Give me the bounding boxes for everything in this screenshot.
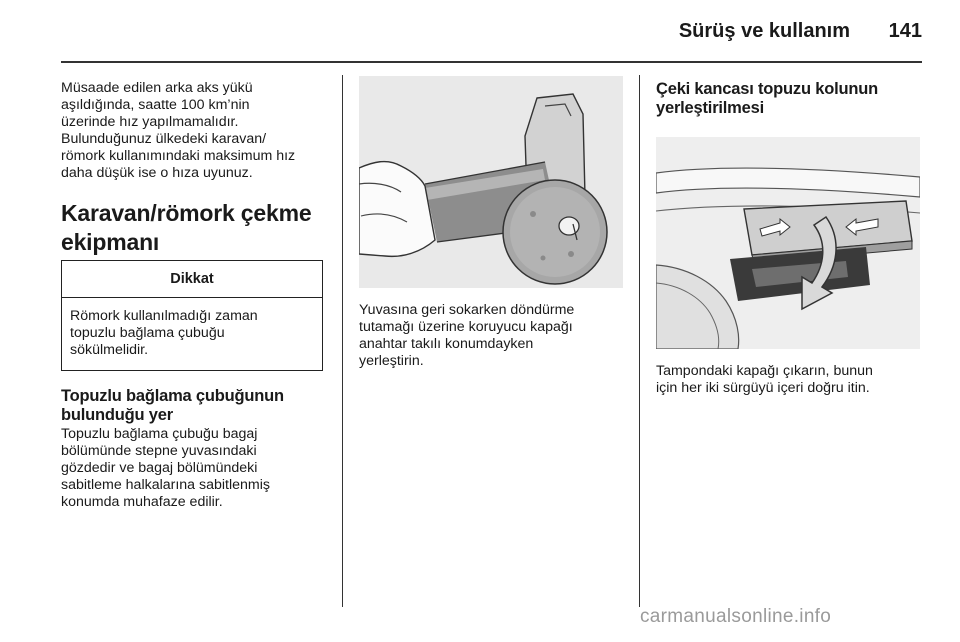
column-3 [656,80,922,397]
heading-line: yerleştirilmesi [656,99,764,117]
bumper-cover-figure [656,137,920,349]
heading-line: Topuzlu bağlama çubuğunun [61,387,284,405]
text-line: yerleştirin. [359,353,424,369]
column-divider-left [342,75,343,607]
figure-caption [656,363,922,397]
sub-paragraph [61,426,325,511]
header-rule [61,61,922,63]
section-heading [656,80,922,118]
header-title: Sürüş ve kullanım [678,20,850,42]
watermark: carmanualsonline.info [640,606,832,627]
text-line: Römork kullanılmadığı zaman [70,308,258,324]
text-line: topuzlu bağlama çubuğu [70,325,225,341]
subheading [61,387,325,425]
column-1 [61,80,325,511]
text-line: tutamağı üzerine koruyucu kapağı [359,319,573,335]
notice-title: Dikkat [62,261,322,298]
notice-box [61,260,323,371]
intro-paragraph [61,80,325,182]
text-line: Bulunduğunuz ülkedeki karavan/ [61,131,267,147]
text-line: römork kullanımındaki maksimum hız [61,148,296,164]
figure-caption [359,302,623,370]
text-line: konumda muhafaze edilir. [61,494,223,510]
text-line: Müsaade edilen arka aks yükü [61,80,253,96]
tow-bar-cap-figure [359,76,623,288]
text-line: Tampondaki kapağı çıkarın, bunun [656,363,873,379]
page-number: 141 [888,20,922,42]
notice-body [62,298,322,370]
text-line: sabitleme halkalarına sabitlenmiş [61,477,270,493]
heading-line: ekipmanı [61,229,160,255]
column-divider-right [639,75,640,607]
heading-line: Çeki kancası topuzu kolunun [656,80,878,98]
text-line: daha düşük ise o hıza uyunuz. [61,165,253,181]
text-line: üzerinde hız yapılmamalıdır. [61,114,239,130]
text-line: Topuzlu bağlama çubuğu bagaj [61,426,258,442]
text-line: için her iki sürgüyü içeri doğru itin. [656,380,870,396]
text-line: bölümünde stepne yuvasındaki [61,443,257,459]
column-2 [359,80,623,370]
text-line: Yuvasına geri sokarken döndürme [359,302,575,318]
heading-line: Karavan/römork çekme [61,200,312,226]
heading-line: bulunduğu yer [61,406,173,424]
text-line: gözdedir ve bagaj bölümündeki [61,460,258,476]
text-line: aşıldığında, saatte 100 km’nin [61,97,250,113]
text-line: anahtar takılı konumdayken [359,336,534,352]
section-heading [61,199,325,257]
text-line: sökülmelidir. [70,342,149,358]
